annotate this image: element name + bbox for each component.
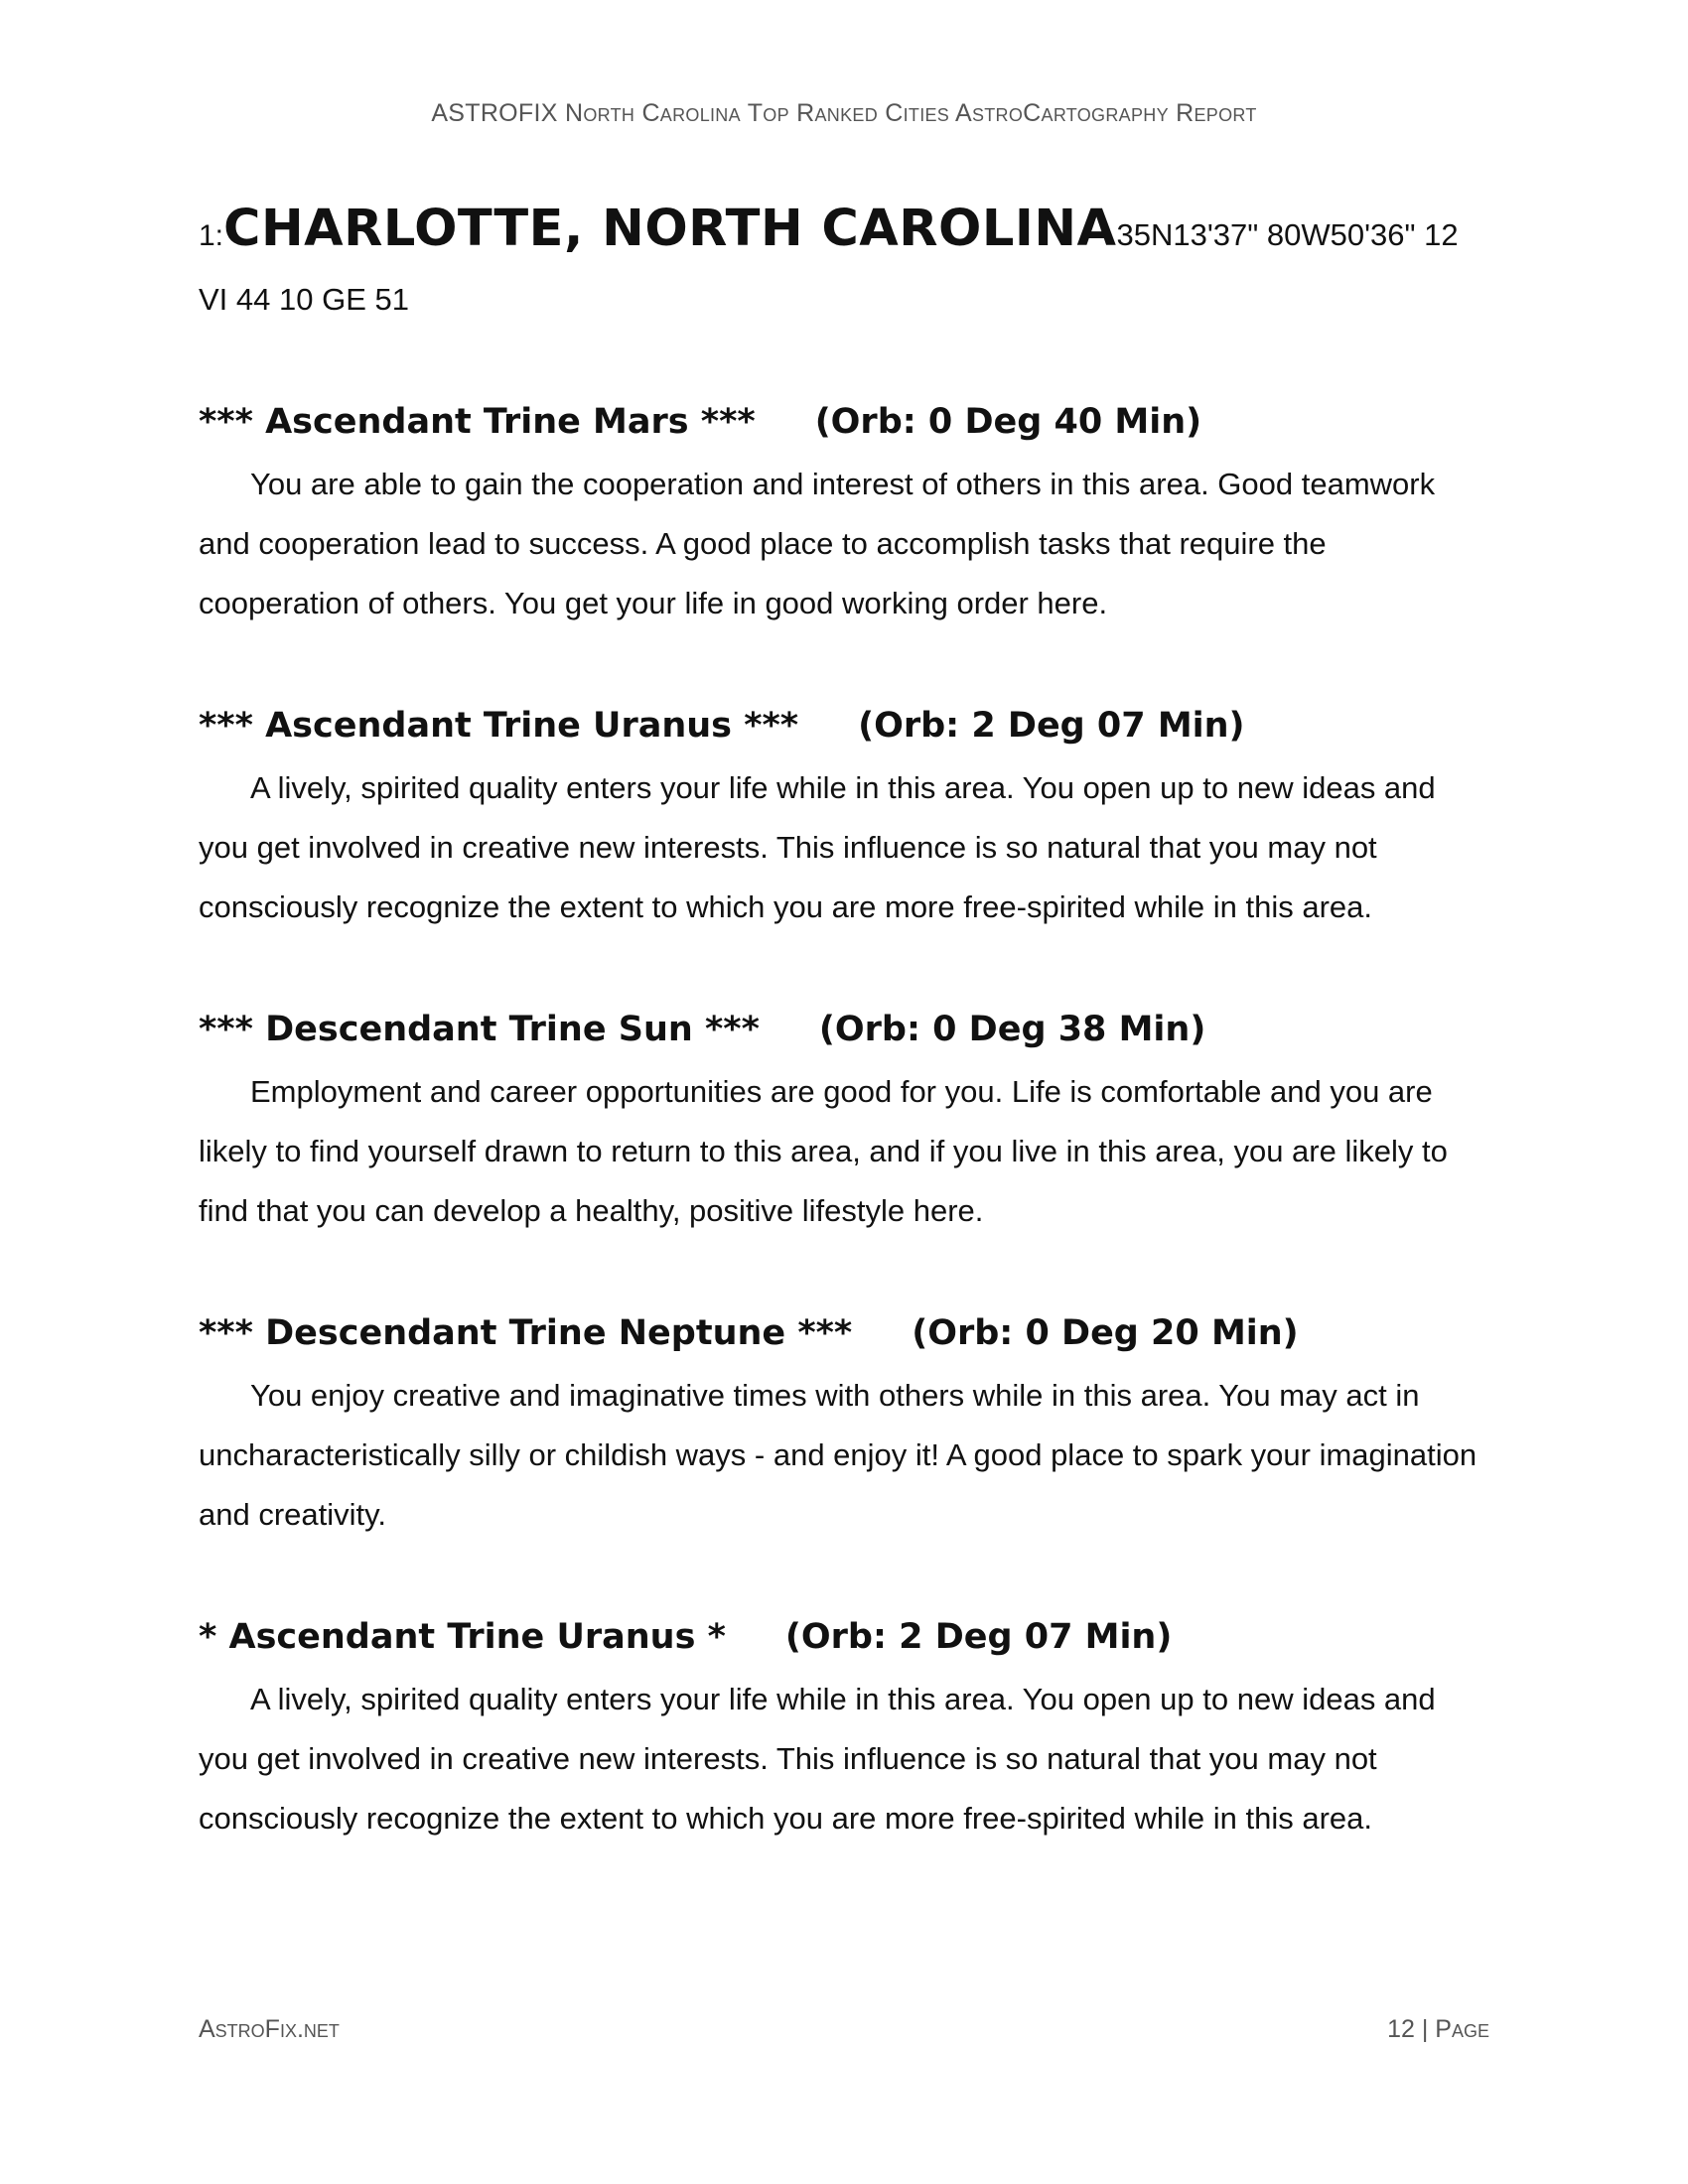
- footer-site: AstroFix.net: [199, 2015, 340, 2043]
- city-coordinates-line2-wrap: [199, 265, 1489, 336]
- city-title: [199, 195, 1489, 271]
- aspect-section: [199, 389, 1489, 633]
- report-content: [199, 195, 1489, 1848]
- aspect-heading: [199, 693, 1489, 758]
- aspect-title: *** Descendant Trine Sun ***: [199, 1010, 760, 1049]
- aspect-description: You are able to gain the cooperation and interest of others in this area. Good teamwork and cooperation lead to success. A good place to accomplish tasks that require the cooperation of others. You get your life in good working order here.: [199, 467, 1436, 620]
- aspect-heading: [199, 389, 1489, 455]
- aspect-orb: (Orb: 2 Deg 07 Min): [858, 706, 1245, 746]
- city-name: CHARLOTTE, NORTH CAROLINA: [223, 200, 1117, 258]
- aspect-heading: [199, 1604, 1489, 1670]
- aspect-title: *** Ascendant Trine Mars ***: [199, 402, 756, 442]
- aspect-heading: [199, 1300, 1489, 1366]
- aspect-title: * Ascendant Trine Uranus *: [199, 1617, 726, 1657]
- page-header: ASTROFIX North Carolina Top Ranked Cities AstroCartography Report: [431, 99, 1257, 127]
- city-coordinates-line2: VI 44 10 GE 51: [199, 282, 409, 317]
- city-coordinates: 35N13'37" 80W50'36" 12: [1116, 217, 1459, 252]
- aspect-description: A lively, spirited quality enters your life while in this area. You open up to new ideas and you get involved in creative new interests. This influence is so natural that you may not consciously recognize the extent to which you are more free-spirited while in this area.: [199, 770, 1436, 924]
- footer-page-number: 12 | Page: [1387, 2015, 1489, 2043]
- aspect-orb: (Orb: 0 Deg 38 Min): [818, 1010, 1206, 1049]
- aspect-orb: (Orb: 2 Deg 07 Min): [784, 1617, 1173, 1657]
- aspect-section: [199, 1604, 1489, 1848]
- city-rank: 1:: [199, 219, 224, 252]
- aspect-section: [199, 1300, 1489, 1545]
- aspect-orb: (Orb: 0 Deg 20 Min): [912, 1313, 1299, 1353]
- aspect-description: You enjoy creative and imaginative times with others while in this area. You may act in uncharacteristically silly or childish ways - and enjoy it! A good place to spark your imagination and creativity.: [199, 1378, 1477, 1532]
- aspect-orb: (Orb: 0 Deg 40 Min): [814, 402, 1202, 442]
- aspect-description: Employment and career opportunities are good for you. Life is comfortable and you are likely to find yourself drawn to return to this area, and if you live in this area, you are likely to find that you can develop a healthy, positive lifestyle here.: [199, 1074, 1448, 1228]
- aspect-description: A lively, spirited quality enters your life while in this area. You open up to new ideas and you get involved in creative new interests. This influence is so natural that you may not consciously recognize the extent to which you are more free-spirited while in this area.: [199, 1682, 1436, 1836]
- aspect-heading: [199, 997, 1489, 1062]
- aspect-title: *** Ascendant Trine Uranus ***: [199, 706, 799, 746]
- aspect-section: [199, 997, 1489, 1241]
- aspect-title: *** Descendant Trine Neptune ***: [199, 1313, 853, 1353]
- aspect-section: [199, 693, 1489, 937]
